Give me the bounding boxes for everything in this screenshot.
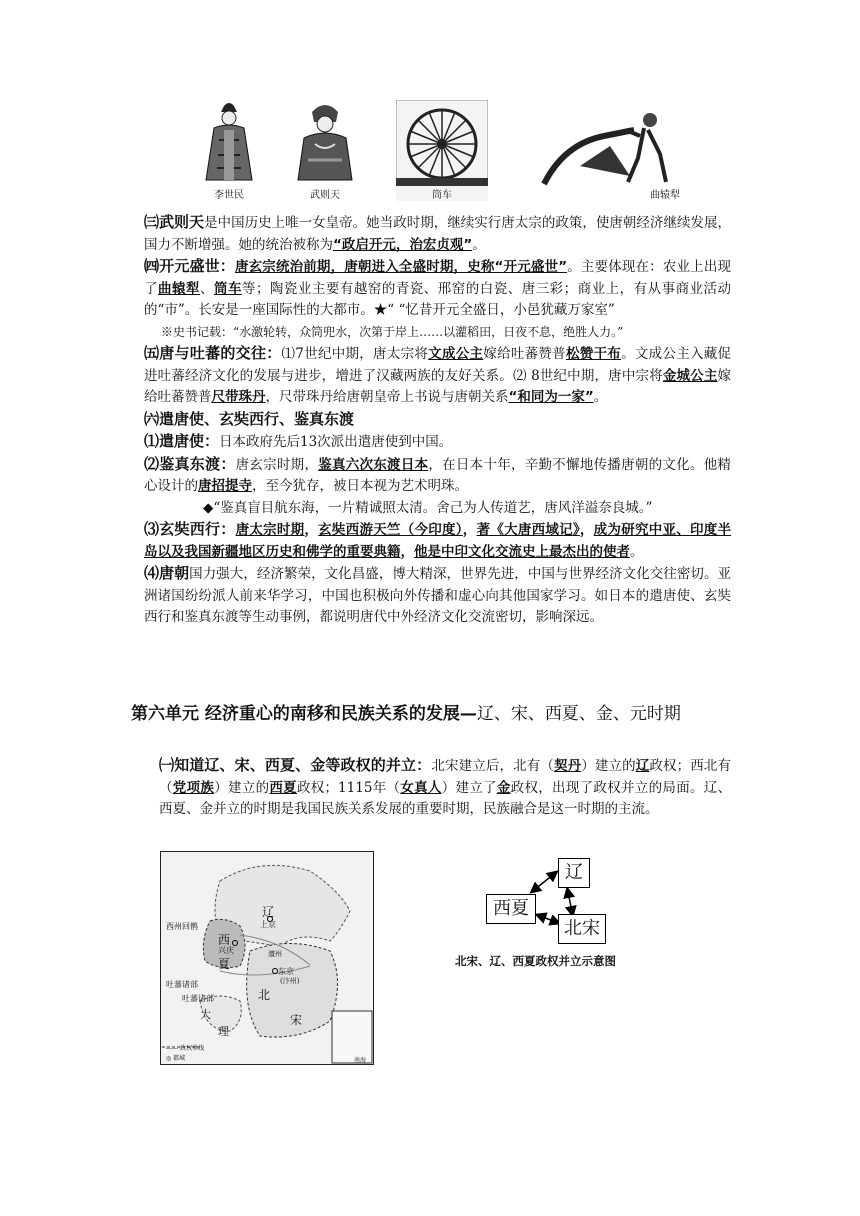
item-qiantangshi <box>131 431 731 454</box>
map-label-tubo2: 吐蕃诸部 <box>182 994 214 1003</box>
key-phrase: 他是中印文化交流史上最杰出的使者 <box>414 543 630 560</box>
regimes-paragraph <box>131 755 731 821</box>
jianzhen-poem: ◆“鉴真盲目航东海，一片精诚照太清。舍己为人传道艺，唐风洋溢奈良城。” <box>203 499 653 516</box>
text: ⑴7世纪中期，唐太宗将 <box>281 346 429 362</box>
text: 。主要体现在：农业上出现了 <box>144 259 731 297</box>
text: ，在日本十年，辛勤不懈地传播唐朝的文化。他精心设计的 <box>144 456 732 494</box>
map-label-shangjing: 上京 <box>260 920 276 929</box>
section-title: ㈠知道辽、宋、西夏、金等政权的并立： <box>159 756 432 774</box>
map-label-bei: 北 <box>258 988 271 1002</box>
li-shimin-figure <box>194 100 264 200</box>
map-inset-label: 南海 <box>354 1057 367 1064</box>
map-label-xia: 夏 <box>218 957 231 971</box>
text: 政权；1115年（ <box>296 779 401 796</box>
text: 、 <box>199 280 214 297</box>
section-title: ㈢武则天 <box>144 213 205 231</box>
tongche-figure <box>396 100 488 200</box>
key-term: 尺带珠丹 <box>211 389 266 405</box>
unit6-text-block <box>131 755 731 821</box>
key-term: 曲辕犁 <box>158 280 200 297</box>
text: 政权；西北有（ <box>159 758 732 796</box>
text: ）建立的 <box>581 758 636 774</box>
map-label-xizhou: 西州回鹘 <box>166 922 198 931</box>
text: 政权，出现了政权并立的局面。辽、西夏、金并立的时期是我国民族关系发展的重要时期，民族融合是这一时期的主流。 <box>159 779 732 817</box>
text: 是中国历史上唯一女皇帝。她当政时期，继续实行唐太宗的政策，使唐朝经济继续发展，国力不断增强。她的统治被称为 <box>144 215 731 253</box>
key-term: 金 <box>496 779 511 796</box>
map-legend-capital: ◎ 都城 <box>166 1055 186 1062</box>
key-term: 文成公主 <box>428 346 484 362</box>
key-term: 辽 <box>635 758 650 774</box>
text: 。 <box>630 543 644 560</box>
key-phrase: 唐玄宗统治前期，唐朝进入全盛时期，史称“开元盛世” <box>234 259 568 275</box>
text: 嫁给吐蕃赞普 <box>483 346 566 362</box>
illustration-row <box>180 100 690 200</box>
wu-zetian-figure <box>290 100 360 200</box>
text: 日本政府先后13次派出遣唐使到中国。 <box>219 434 453 450</box>
text: 北宋建立后，北有（ <box>431 758 554 774</box>
key-term: 女真人 <box>400 779 442 796</box>
map-label-da: 大 <box>200 1008 211 1021</box>
key-phrase: 成为研究中亚、印度半岛以及我国新疆地区历史和佛学的重要典籍 <box>144 522 732 560</box>
text: ， <box>400 543 414 560</box>
historical-note: ※史书记载：“水激轮转，众筒兜水，次第于岸上……以灌稻田，日夜不息，绝胜人力。” <box>161 324 624 339</box>
map-legend-boundary: ------ 政权界线 <box>166 1045 205 1052</box>
item-jianzhen <box>131 454 731 498</box>
section-title: ㈥遣唐使、玄奘西行、鉴真东渡 <box>144 409 355 428</box>
key-phrase: “和同为一家” <box>508 389 594 405</box>
key-term: 西夏 <box>269 779 297 796</box>
text: ， <box>304 522 319 538</box>
text: 唐玄宗时期， <box>235 456 319 473</box>
item-tang-summary <box>131 563 731 629</box>
unit-heading-bold: 第六单元 经济重心的南移和民族关系的发展— <box>131 704 477 724</box>
li-shimin-caption: 李世民 <box>214 190 244 201</box>
text: 国力强大，经济繁荣，文化昌盛，博大精深，世界先进，中国与世界经济文化交往密切。亚洲诸国纷纷派人前来华学习，中国也积极向外传播和虚心向其他国家学习。如日本的遣唐使、玄奘西行和鉴真东渡等生动事例，都说明唐代中外经济文化交流密切，影响深远。 <box>144 566 731 625</box>
key-term: 金城公主 <box>662 367 718 384</box>
text: 。文成公主入藏促进吐蕃经济文化的发展与进步，增进了汉藏两族的友好关系。⑵ 8世纪中期，唐中宗将 <box>144 346 732 384</box>
item-title: ⑴遣唐使： <box>144 432 220 450</box>
section-title: ㈤唐与吐蕃的交往： <box>144 344 282 362</box>
text: ， <box>462 522 477 538</box>
text: 。 <box>472 236 486 253</box>
map-label-xi: 西 <box>218 933 231 947</box>
key-phrase: “政启开元，治宏贞观” <box>333 236 473 253</box>
text: 。 <box>593 389 608 405</box>
map-label-xingqing: 兴庆 <box>218 946 234 955</box>
text: 嫁给吐蕃赞普 <box>144 367 731 405</box>
item-title: ⑵鉴真东渡： <box>144 454 236 473</box>
item-title: ⑷唐朝 <box>144 564 190 582</box>
text: ）建立的 <box>214 779 270 796</box>
key-term: 契丹 <box>553 758 582 774</box>
key-phrase: 唐太宗时期 <box>235 522 305 538</box>
box-beisong: 北宋 <box>558 914 606 944</box>
unit-heading-rest: 辽、宋、西夏、金、元时期 <box>476 704 681 724</box>
text: ，尺带珠丹给唐朝皇帝上书说与唐朝关系 <box>265 389 509 405</box>
key-term: 唐招提寺 <box>198 478 252 494</box>
tang-text-block <box>131 212 731 629</box>
text: ，至今犹存，被日本视为艺术明珠。 <box>252 478 468 494</box>
text: 等；陶瓷业主要有越窑的青瓷、邢窑的白瓷、唐三彩；商业上，有从事商业活动的“市”。长安是一座国际性的大都市。★“ “忆昔开元全盛日，小邑犹藏万家室” <box>144 280 732 318</box>
key-term: 筒车 <box>213 280 242 297</box>
section-title: ㈣开元盛世： <box>144 257 235 275</box>
map-label-tanzhou: 澶州 <box>268 950 282 958</box>
map-label-song: 宋 <box>290 1013 303 1027</box>
diagram-caption: 北宋、辽、西夏政权并立示意图 <box>455 954 616 968</box>
section-wuzetian <box>131 212 731 256</box>
text: ， <box>579 522 594 538</box>
key-phrase: 鉴真六次东渡日本 <box>318 456 429 473</box>
wu-zetian-caption: 武则天 <box>310 190 340 201</box>
section-exchange-title <box>131 409 731 432</box>
text: ）建立了 <box>441 779 497 796</box>
map-label-liao: 辽 <box>262 905 275 919</box>
box-xixia: 西夏 <box>486 894 536 924</box>
item-xuanzang <box>131 519 731 563</box>
quyuanli-figure <box>540 106 680 196</box>
map-label-bianzhou: (汴州) <box>280 977 300 985</box>
section-tubo <box>131 343 731 409</box>
quyuanli-caption: 曲辕犁 <box>650 190 680 201</box>
key-phrase: 玄奘西游天竺（今印度） <box>318 522 463 538</box>
section-kaiyuan <box>131 256 731 322</box>
unit6-heading <box>131 697 736 731</box>
map-label-dongjing: 东京 <box>278 967 294 976</box>
map-label-tubo: 吐蕃诸部 <box>166 980 198 989</box>
box-liao: 辽 <box>558 858 590 888</box>
tongche-caption: 筒车 <box>396 186 488 201</box>
item-title: ⑶玄奘西行： <box>144 520 236 538</box>
song-liao-xixia-map <box>160 851 374 1065</box>
key-term: 松赞干布 <box>565 346 622 362</box>
key-term: 党项族 <box>172 779 215 796</box>
map-label-li: 理 <box>218 1025 229 1038</box>
key-phrase: 著《大唐西域记》 <box>476 522 580 538</box>
